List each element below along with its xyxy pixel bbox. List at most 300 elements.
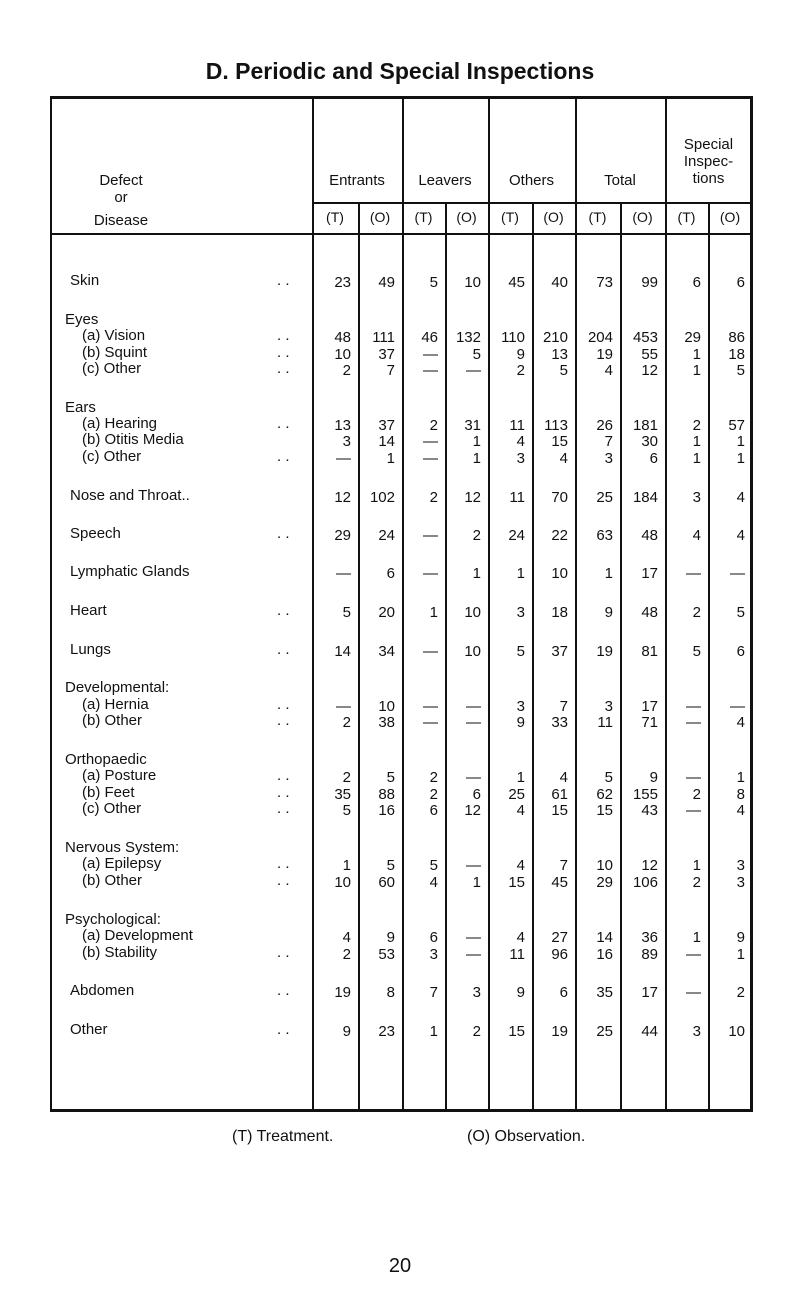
- table-cell: 25: [596, 1023, 613, 1040]
- defect-header-line: Disease: [93, 212, 149, 229]
- table-cell: 38: [378, 714, 395, 731]
- table-cell: —: [686, 946, 701, 963]
- table-cell: 4: [516, 857, 525, 874]
- table-cell: —: [686, 714, 701, 731]
- table-cell: 5: [559, 362, 568, 379]
- leader-dots: . .: [277, 641, 290, 658]
- table-cell: 1: [472, 565, 481, 582]
- table-cell: 5: [516, 643, 525, 660]
- row-label: (a) Hernia: [82, 696, 149, 713]
- row-label: Nose and Throat..: [70, 487, 190, 504]
- table-cell: 6: [386, 565, 395, 582]
- leader-dots: . .: [277, 767, 290, 784]
- table-cell: —: [686, 802, 701, 819]
- table-cell: —: [466, 929, 481, 946]
- table-cell: 15: [508, 1023, 525, 1040]
- table-cell: 111: [372, 329, 395, 346]
- table-cell: 99: [641, 274, 658, 291]
- table-cell: 3: [472, 984, 481, 1001]
- table-cell: 40: [551, 274, 568, 291]
- table-cell: 10: [378, 698, 395, 715]
- subheader-treatment: (T): [326, 209, 344, 225]
- table-cell: 106: [632, 874, 658, 891]
- table-cell: 4: [736, 802, 745, 819]
- table-cell: 9: [516, 984, 525, 1001]
- table-cell: 1: [516, 565, 525, 582]
- table-cell: 5: [342, 604, 351, 621]
- table-cell: 61: [551, 786, 568, 803]
- subheader-top-line: [312, 202, 752, 204]
- table-cell: 70: [551, 489, 568, 506]
- table-cell: 2: [342, 714, 351, 731]
- table-cell: 1: [604, 565, 613, 582]
- group-header-others: Others: [508, 172, 554, 189]
- row-label: (b) Otitis Media: [82, 431, 184, 448]
- special-header-line: Inspec-: [683, 153, 734, 170]
- table-cell: 4: [516, 929, 525, 946]
- leader-dots: . .: [277, 272, 290, 289]
- table-cell: 49: [378, 274, 395, 291]
- row-group-label: Orthopaedic: [65, 751, 147, 768]
- table-cell: 71: [641, 714, 658, 731]
- table-cell: 5: [342, 802, 351, 819]
- table-cell: 4: [736, 527, 745, 544]
- table-cell: 15: [551, 802, 568, 819]
- table-cell: 5: [736, 362, 745, 379]
- table-cell: 37: [378, 346, 395, 363]
- row-label: (b) Other: [82, 872, 143, 889]
- row-label: Speech: [70, 525, 121, 542]
- table-cell: —: [423, 714, 438, 731]
- table-cell: 19: [551, 1023, 568, 1040]
- leader-dots: . .: [277, 602, 290, 619]
- table-cell: 17: [641, 698, 658, 715]
- table-cell: 17: [641, 565, 658, 582]
- table-cell: 57: [728, 417, 745, 434]
- table-cell: 19: [596, 346, 613, 363]
- row-label: (c) Other: [82, 800, 142, 817]
- row-label: (a) Vision: [82, 327, 146, 344]
- table-cell: 14: [378, 433, 395, 450]
- table-cell: 9: [516, 346, 525, 363]
- table-cell: 11: [509, 417, 525, 434]
- table-cell: 102: [369, 489, 395, 506]
- table-cell: 12: [641, 857, 658, 874]
- table-cell: 24: [508, 527, 525, 544]
- table-cell: 5: [736, 604, 745, 621]
- special-header-line: Special: [683, 136, 734, 153]
- table-cell: 45: [551, 874, 568, 891]
- table-cell: 29: [334, 527, 351, 544]
- table-cell: 63: [596, 527, 613, 544]
- leader-dots: . .: [277, 327, 290, 344]
- table-cell: 10: [464, 643, 481, 660]
- table-cell: 9: [736, 929, 745, 946]
- table-cell: 4: [516, 802, 525, 819]
- table-cell: 7: [429, 984, 438, 1001]
- table-cell: —: [466, 769, 481, 786]
- table-cell: 3: [692, 1023, 701, 1040]
- row-label: (a) Posture: [82, 767, 157, 784]
- table-cell: 1: [342, 857, 351, 874]
- leader-dots: . .: [277, 696, 290, 713]
- table-cell: 29: [596, 874, 613, 891]
- table-cell: 155: [632, 786, 658, 803]
- table-cell: 17: [641, 984, 658, 1001]
- table-cell: 26: [596, 417, 613, 434]
- table-cell: —: [466, 698, 481, 715]
- table-cell: 2: [736, 984, 745, 1001]
- table-cell: 3: [692, 489, 701, 506]
- table-cell: 2: [472, 527, 481, 544]
- table-cell: 6: [429, 929, 438, 946]
- table-cell: —: [686, 984, 701, 1001]
- leader-dots: . .: [277, 415, 290, 432]
- page-number: 20: [388, 1255, 412, 1277]
- table-cell: 11: [509, 489, 525, 506]
- table-cell: 88: [378, 786, 395, 803]
- table-cell: 10: [334, 346, 351, 363]
- table-cell: 18: [728, 346, 745, 363]
- group-header-total: Total: [604, 172, 636, 189]
- table-cell: 5: [604, 769, 613, 786]
- table-cell: 1: [429, 604, 438, 621]
- table-cell: 184: [632, 489, 658, 506]
- table-cell: 113: [544, 417, 568, 434]
- table-cell: 2: [342, 946, 351, 963]
- special-header-line: tions: [692, 170, 725, 187]
- table-cell: 1: [692, 433, 701, 450]
- table-cell: 1: [472, 874, 481, 891]
- table-cell: 48: [641, 527, 658, 544]
- table-cell: 14: [334, 643, 351, 660]
- table-cell: 4: [736, 714, 745, 731]
- table-cell: 24: [378, 527, 395, 544]
- table-cell: 7: [604, 433, 613, 450]
- table-cell: 2: [342, 769, 351, 786]
- table-cell: 6: [692, 274, 701, 291]
- table-cell: 2: [692, 604, 701, 621]
- table-cell: 10: [596, 857, 613, 874]
- table-cell: 11: [509, 946, 525, 963]
- table-cell: 4: [559, 769, 568, 786]
- row-label: (a) Development: [82, 927, 193, 944]
- table-cell: 12: [334, 489, 351, 506]
- table-cell: —: [466, 362, 481, 379]
- table-cell: 7: [386, 362, 395, 379]
- table-cell: 4: [342, 929, 351, 946]
- table-cell: 2: [429, 417, 438, 434]
- table-cell: 5: [692, 643, 701, 660]
- leader-dots: . .: [277, 944, 290, 961]
- table-cell: 132: [455, 329, 481, 346]
- row-label: (a) Hearing: [82, 415, 158, 432]
- table-cell: 6: [472, 786, 481, 803]
- table-cell: 3: [429, 946, 438, 963]
- inspections-table: [50, 96, 752, 1112]
- table-cell: 4: [516, 433, 525, 450]
- table-cell: 9: [342, 1023, 351, 1040]
- table-cell: 45: [508, 274, 525, 291]
- table-cell: 30: [641, 433, 658, 450]
- table-cell: 36: [641, 929, 658, 946]
- table-cell: 10: [464, 274, 481, 291]
- leader-dots: . .: [277, 800, 290, 817]
- table-cell: 110: [501, 329, 525, 346]
- table-cell: 2: [692, 417, 701, 434]
- table-cell: —: [686, 769, 701, 786]
- table-cell: 89: [641, 946, 658, 963]
- table-cell: 1: [736, 946, 745, 963]
- table-cell: 48: [641, 604, 658, 621]
- table-cell: 31: [464, 417, 481, 434]
- table-cell: 81: [641, 643, 658, 660]
- row-label: (b) Feet: [82, 784, 135, 801]
- subheader-observation: (O): [632, 209, 653, 225]
- table-cell: 5: [429, 274, 438, 291]
- table-cell: —: [686, 565, 701, 582]
- table-cell: 1: [692, 929, 701, 946]
- table-cell: 86: [728, 329, 745, 346]
- table-cell: 35: [334, 786, 351, 803]
- table-cell: 9: [516, 714, 525, 731]
- table-cell: 7: [559, 698, 568, 715]
- table-cell: 33: [551, 714, 568, 731]
- subheader-observation: (O): [543, 209, 564, 225]
- table-cell: 25: [508, 786, 525, 803]
- table-cell: 3: [516, 604, 525, 621]
- table-cell: 9: [386, 929, 395, 946]
- table-cell: 453: [632, 329, 658, 346]
- table-cell: 10: [551, 565, 568, 582]
- leader-dots: . .: [277, 1021, 290, 1038]
- table-cell: 2: [342, 362, 351, 379]
- table-cell: 7: [559, 857, 568, 874]
- table-cell: 1: [692, 857, 701, 874]
- defect-header: [0, 172, 252, 229]
- table-cell: 11: [597, 714, 613, 731]
- row-label: (b) Other: [82, 712, 143, 729]
- table-cell: 6: [559, 984, 568, 1001]
- row-label: (c) Other: [82, 448, 142, 465]
- row-label: Lymphatic Glands: [70, 563, 190, 580]
- table-cell: 3: [342, 433, 351, 450]
- leader-dots: . .: [277, 855, 290, 872]
- table-cell: —: [423, 527, 438, 544]
- table-cell: 14: [596, 929, 613, 946]
- row-label: Abdomen: [70, 982, 135, 999]
- table-cell: 55: [641, 346, 658, 363]
- table-cell: 53: [378, 946, 395, 963]
- table-cell: 23: [334, 274, 351, 291]
- table-cell: —: [423, 433, 438, 450]
- table-cell: 15: [551, 433, 568, 450]
- table-cell: 3: [736, 874, 745, 891]
- table-cell: 3: [516, 698, 525, 715]
- table-cell: 1: [516, 769, 525, 786]
- table-cell: —: [730, 698, 745, 715]
- row-label: Lungs: [70, 641, 111, 658]
- table-cell: —: [686, 698, 701, 715]
- table-cell: 4: [604, 362, 613, 379]
- table-cell: —: [423, 362, 438, 379]
- table-cell: —: [336, 450, 351, 467]
- row-label: Skin: [70, 272, 100, 289]
- table-cell: 2: [692, 786, 701, 803]
- table-cell: —: [423, 346, 438, 363]
- table-cell: 19: [596, 643, 613, 660]
- table-cell: 1: [736, 450, 745, 467]
- group-header-leavers: Leavers: [418, 172, 472, 189]
- table-cell: —: [730, 565, 745, 582]
- leader-dots: . .: [277, 784, 290, 801]
- table-cell: 4: [429, 874, 438, 891]
- table-cell: 13: [551, 346, 568, 363]
- table-cell: 2: [429, 786, 438, 803]
- row-group-label: Developmental:: [65, 679, 170, 696]
- table-cell: 2: [429, 769, 438, 786]
- table-cell: 4: [559, 450, 568, 467]
- table-cell: 37: [378, 417, 395, 434]
- table-cell: 4: [736, 489, 745, 506]
- table-cell: 16: [378, 802, 395, 819]
- row-label: (c) Other: [82, 360, 142, 377]
- subheader-observation: (O): [719, 209, 741, 225]
- row-label: (b) Stability: [82, 944, 158, 961]
- table-cell: 22: [551, 527, 568, 544]
- subheader-treatment: (T): [414, 209, 433, 225]
- table-cell: —: [423, 450, 438, 467]
- table-cell: 16: [596, 946, 613, 963]
- table-border-left: [50, 96, 52, 1112]
- table-cell: 1: [472, 450, 481, 467]
- table-cell: 13: [334, 417, 351, 434]
- leader-dots: . .: [277, 525, 290, 542]
- table-cell: 1: [429, 1023, 438, 1040]
- row-group-label: Nervous System:: [65, 839, 180, 856]
- group-header-entrants: Entrants: [329, 172, 385, 189]
- leader-dots: . .: [277, 344, 290, 361]
- table-cell: 48: [334, 329, 351, 346]
- table-cell: 23: [378, 1023, 395, 1040]
- subheader-treatment: (T): [588, 209, 607, 225]
- table-cell: 12: [641, 362, 658, 379]
- table-cell: 3: [516, 450, 525, 467]
- table-cell: —: [336, 565, 351, 582]
- table-cell: 1: [472, 433, 481, 450]
- table-cell: 1: [736, 769, 745, 786]
- table-cell: 15: [596, 802, 613, 819]
- table-cell: 6: [736, 274, 745, 291]
- row-group-label: Eyes: [65, 311, 99, 328]
- table-cell: 12: [464, 802, 481, 819]
- row-label: Other: [70, 1021, 108, 1038]
- table-cell: —: [423, 698, 438, 715]
- table-cell: 2: [692, 874, 701, 891]
- group-header-special: [665, 136, 752, 187]
- table-cell: 20: [378, 604, 395, 621]
- table-cell: —: [466, 857, 481, 874]
- subheader-observation: (O): [456, 209, 477, 225]
- table-cell: 15: [508, 874, 525, 891]
- table-cell: —: [423, 643, 438, 660]
- row-label: (a) Epilepsy: [82, 855, 162, 872]
- row-group-label: Ears: [65, 399, 96, 416]
- footer-treatment: (T) Treatment.: [232, 1128, 334, 1145]
- table-cell: 96: [551, 946, 568, 963]
- table-border-right: [750, 96, 753, 1112]
- table-cell: 1: [692, 346, 701, 363]
- leader-dots: . .: [277, 712, 290, 729]
- table-cell: 1: [692, 362, 701, 379]
- table-cell: 2: [516, 362, 525, 379]
- table-cell: 2: [429, 489, 438, 506]
- table-cell: 5: [386, 857, 395, 874]
- table-cell: 10: [464, 604, 481, 621]
- leader-dots: . .: [277, 360, 290, 377]
- table-cell: 46: [421, 329, 438, 346]
- table-cell: 3: [604, 450, 613, 467]
- footer-observation: (O) Observation.: [467, 1128, 586, 1145]
- table-cell: 43: [641, 802, 658, 819]
- table-cell: 210: [542, 329, 568, 346]
- table-cell: 1: [692, 450, 701, 467]
- subheader-treatment: (T): [501, 209, 519, 225]
- defect-header-line: Defect: [99, 172, 143, 189]
- table-cell: 5: [386, 769, 395, 786]
- table-cell: 12: [464, 489, 481, 506]
- leader-dots: . .: [277, 448, 290, 465]
- table-cell: 10: [728, 1023, 745, 1040]
- table-cell: 62: [596, 786, 613, 803]
- table-cell: 1: [386, 450, 395, 467]
- subheader-observation: (O): [369, 209, 391, 225]
- table-cell: 3: [604, 698, 613, 715]
- table-cell: 44: [641, 1023, 658, 1040]
- table-cell: 8: [736, 786, 745, 803]
- table-cell: 60: [378, 874, 395, 891]
- table-cell: 5: [429, 857, 438, 874]
- table-cell: 1: [736, 433, 745, 450]
- table-cell: 34: [378, 643, 395, 660]
- table-cell: 27: [551, 929, 568, 946]
- table-cell: —: [466, 946, 481, 963]
- row-label: Heart: [70, 602, 107, 619]
- table-cell: 204: [587, 329, 613, 346]
- table-cell: 19: [334, 984, 351, 1001]
- table-cell: 9: [604, 604, 613, 621]
- page-title: D. Periodic and Special Inspections: [205, 58, 595, 84]
- table-cell: 4: [692, 527, 701, 544]
- table-cell: 5: [472, 346, 481, 363]
- table-cell: 37: [551, 643, 568, 660]
- table-cell: 3: [736, 857, 745, 874]
- table-cell: 10: [334, 874, 351, 891]
- leader-dots: . .: [277, 872, 290, 889]
- table-cell: 6: [429, 802, 438, 819]
- leader-dots: . .: [277, 982, 290, 999]
- table-cell: 6: [649, 450, 658, 467]
- table-cell: 8: [386, 984, 395, 1001]
- table-cell: —: [466, 714, 481, 731]
- table-cell: 18: [551, 604, 568, 621]
- subheader-treatment: (T): [677, 209, 696, 225]
- table-cell: 181: [632, 417, 658, 434]
- table-cell: 35: [596, 984, 613, 1001]
- table-cell: 29: [684, 329, 701, 346]
- table-cell: 9: [649, 769, 658, 786]
- row-label: (b) Squint: [82, 344, 148, 361]
